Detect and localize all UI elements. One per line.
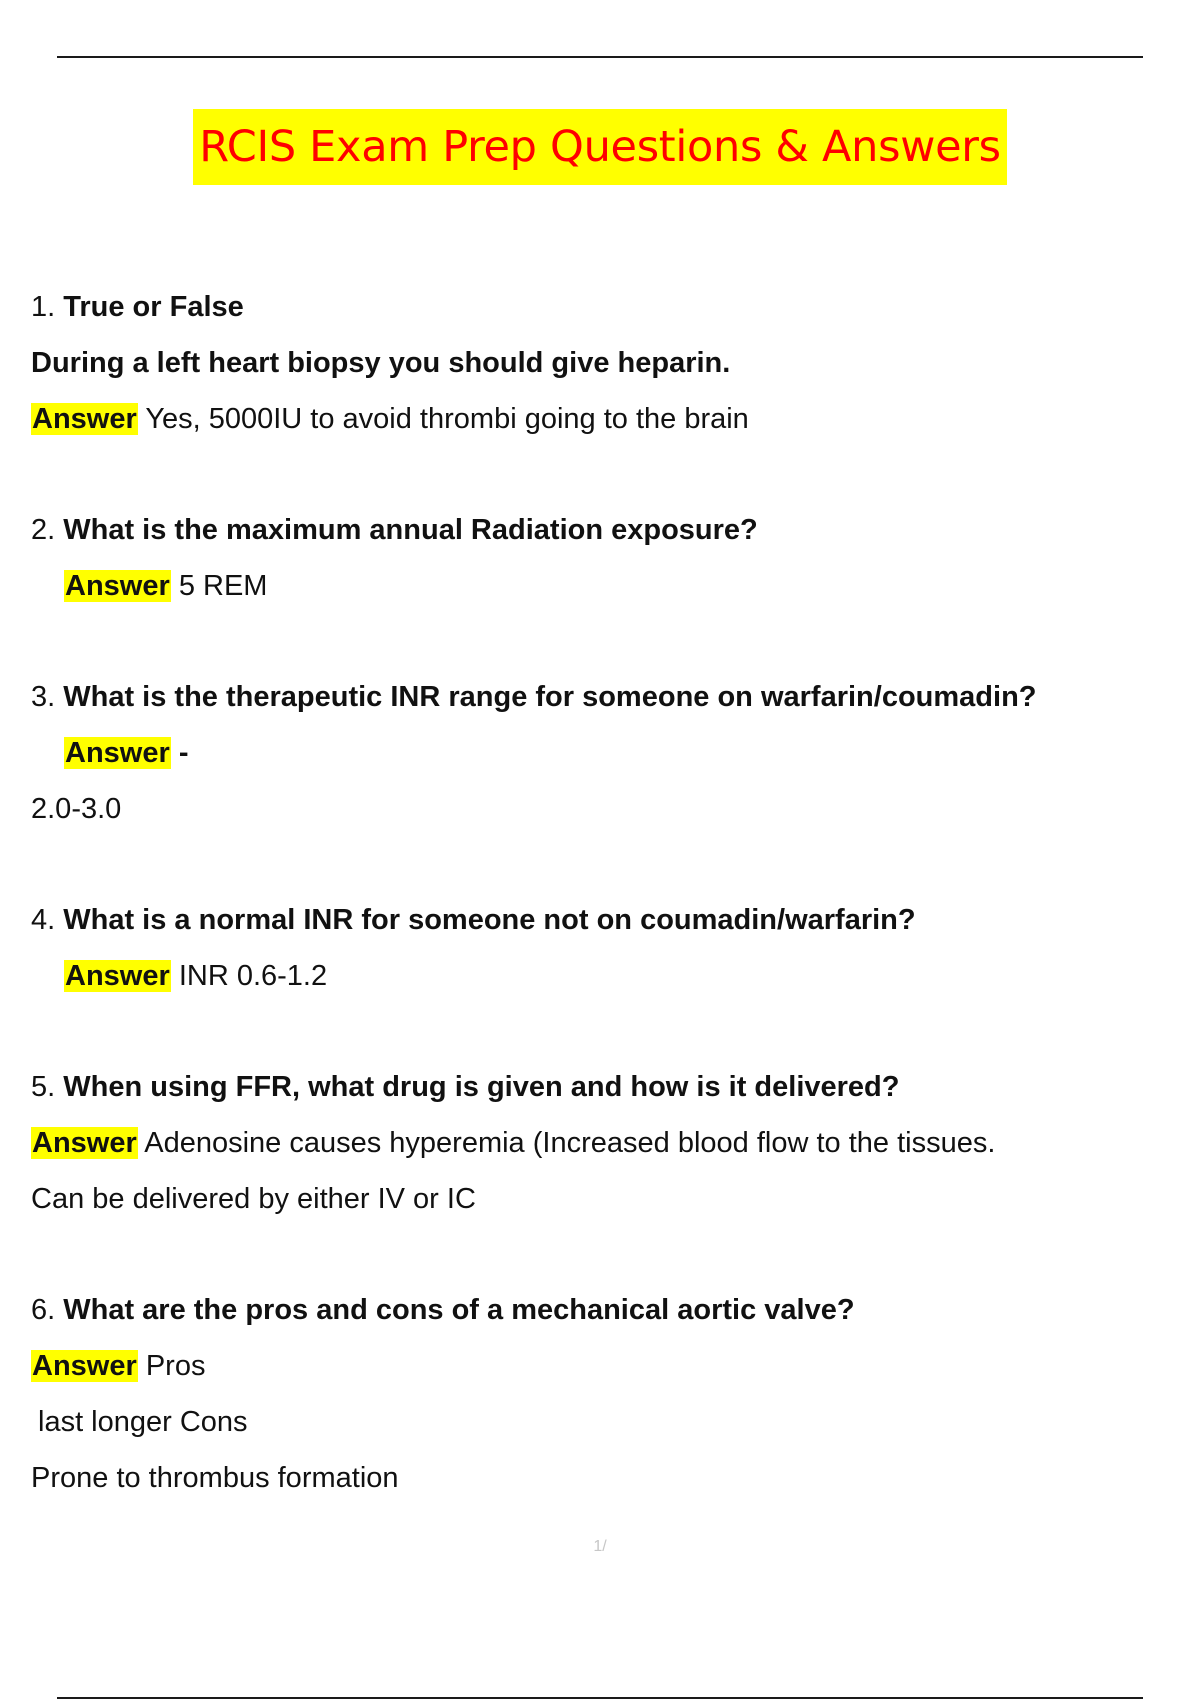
answer-line	[64, 958, 327, 994]
answer-line	[64, 735, 189, 771]
answer-text: 5 REM	[178, 570, 268, 602]
question-line	[31, 679, 1037, 715]
answer-text-line3: Prone to thrombus formation	[31, 1462, 399, 1494]
answer-text: Adenosine causes hyperemia (Increased blood flow to the tissues.	[144, 1127, 996, 1159]
question-line	[31, 289, 244, 325]
question-line	[31, 1292, 855, 1328]
question-text-line2: During a left heart biopsy you should give heparin.	[31, 347, 731, 379]
answer-text-line2: last longer Cons	[38, 1406, 248, 1438]
answer-label: Answer	[65, 737, 170, 769]
answer-text-line2: 2.0-3.0	[31, 793, 122, 825]
question-number: 4.	[31, 904, 56, 936]
answer-label: Answer	[65, 570, 170, 602]
answer-label: Answer	[32, 1350, 137, 1382]
answer-label: Answer	[32, 1127, 137, 1159]
question-number: 1.	[31, 291, 56, 323]
question-line	[31, 1069, 899, 1105]
question-number: 3.	[31, 681, 56, 713]
top-rule	[57, 56, 1143, 58]
answer-label: Answer	[65, 960, 170, 992]
question-text: What are the pros and cons of a mechanical aortic valve?	[63, 1294, 855, 1326]
answer-line	[31, 1125, 995, 1161]
question-number: 5.	[31, 1071, 56, 1103]
answer-text-line2: Can be delivered by either IV or IC	[31, 1183, 476, 1215]
question-line	[31, 512, 758, 548]
answer-label: Answer	[32, 403, 137, 435]
answer-line	[31, 1348, 205, 1384]
title-container	[0, 109, 1200, 185]
question-text: When using FFR, what drug is given and how is it delivered?	[63, 1071, 900, 1103]
answer-text: Pros	[145, 1350, 206, 1382]
question-number: 2.	[31, 514, 56, 546]
document-title: RCIS Exam Prep Questions & Answers	[193, 109, 1006, 185]
question-text: What is the therapeutic INR range for someone on warfarin/coumadin?	[63, 681, 1037, 713]
question-line	[31, 902, 916, 938]
answer-text: Yes, 5000IU to avoid thrombi going to the brain	[145, 403, 749, 435]
question-text: What is a normal INR for someone not on coumadin/warfarin?	[63, 904, 916, 936]
question-text: What is the maximum annual Radiation exposure?	[63, 514, 758, 546]
answer-line	[64, 568, 267, 604]
answer-line	[31, 401, 749, 437]
answer-text: -	[178, 737, 189, 769]
question-number: 6.	[31, 1294, 56, 1326]
question-text: True or False	[63, 291, 244, 323]
answer-text: INR 0.6-1.2	[178, 960, 328, 992]
bottom-rule	[57, 1697, 1143, 1699]
page-number: 1/	[593, 1538, 607, 1555]
